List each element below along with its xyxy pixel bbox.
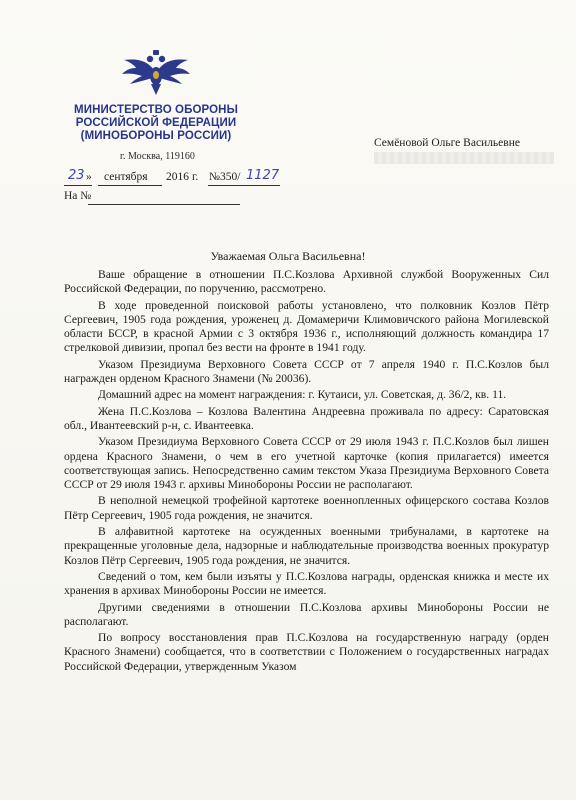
document-number-handwritten: 1127	[246, 168, 280, 183]
body-paragraph: Указом Президиума Верховного Совета СССР от 29 июля 1943 г. П.С.Козлов был лишен ордена Красного Знамени, о чем в его учетной карточке (копия прилагается) имеется соответствующая запись. Непосредственно самим текстом Указа Президиума Верховного Совета СССР от 29 июля 1943 г. архивы Минобороны России не располагают.	[64, 435, 549, 492]
body-paragraph: Домашний адрес на момент награждения: г. Кутаиси, ул. Советская, д. 36/2, кв. 11.	[98, 388, 507, 402]
salutation: Уважаемая Ольга Васильевна!	[210, 249, 366, 263]
double-headed-eagle-icon	[120, 50, 192, 96]
body-paragraph: По вопросу восстановления прав П.С.Козлова на государственную награду (орден Красного Знамени) сообщается, что в соответствии с Положением о государственных наградах Российской Федерации, утвержденным Указом	[64, 631, 549, 673]
redacted-address	[374, 152, 554, 164]
body-paragraph: Сведений о том, кем были изъяты у П.С.Козлова награды, орденская книжка и месте их хранения в архивах Минобороны России не имеется.	[64, 569, 549, 598]
ministry-line: РОССИЙСКОЙ ФЕДЕРАЦИИ	[75, 117, 237, 129]
letter-body	[64, 268, 549, 676]
city-address: г. Москва, 119160	[120, 151, 195, 162]
date-month: сентября	[104, 171, 148, 183]
date-day: 23	[68, 168, 85, 183]
body-paragraph: В алфавитной картотеке на осужденных военными трибуналами, в картотеке на прекращенные уголовные дела, надзорные и наблюдательные производства военных прокуратур Козлов Пётр Сергеевич, 1905 года рождения, не значится.	[64, 525, 549, 567]
document-number-prefix: №350/	[209, 171, 241, 183]
addressee: Семёновой Ольге Васильевне	[374, 137, 520, 149]
reference-label: На №	[64, 190, 92, 202]
ministry-header	[70, 104, 242, 143]
date-year: 2016	[166, 171, 189, 183]
body-paragraph: В неполной немецкой трофейной картотеке военнопленных офицерского состава Козлов Пётр Сергеевич, 1905 года рождения, не значится.	[64, 494, 549, 522]
date-line: 23 » сентября 2016 г. №350/ 1127	[64, 170, 294, 190]
body-paragraph: Другими сведениями в отношении П.С.Козлова архивы Минобороны России не располагают.	[64, 600, 549, 628]
date-year-suffix: г.	[192, 171, 199, 183]
ministry-line: (МИНОБОРОНЫ РОССИИ)	[80, 130, 232, 142]
body-paragraph: Ваше обращение в отношении П.С.Козлова Архивной службой Вооруженных Сил Российской Федерации, по поручению, рассмотрено.	[64, 268, 549, 296]
ministry-line: МИНИСТЕРСТВО ОБОРОНЫ	[74, 104, 238, 116]
body-paragraph: Жена П.С.Козлова – Козлова Валентина Андреевна проживала по адресу: Саратовская обл., Ивантеевский р-н, с. Ивантеевка.	[64, 404, 549, 432]
body-paragraph: В ходе проведенной поисковой работы установлено, что полковник Козлов Пётр Сергеевич, 1905 года рождения, уроженец д. Домамеричи Климовичского района Могилевской области БССР, в красной Армии с 3 октября 1936 г., исполняющий должность командира 17 стрелковой дивизии, пропал без вести на фронте в 1941 году.	[64, 298, 549, 355]
body-paragraph: Указом Президиума Верховного Совета СССР от 7 апреля 1940 г. П.С.Козлов был награжден орденом Красного Знамени (№ 20036).	[64, 357, 549, 386]
reference-line	[64, 190, 294, 210]
